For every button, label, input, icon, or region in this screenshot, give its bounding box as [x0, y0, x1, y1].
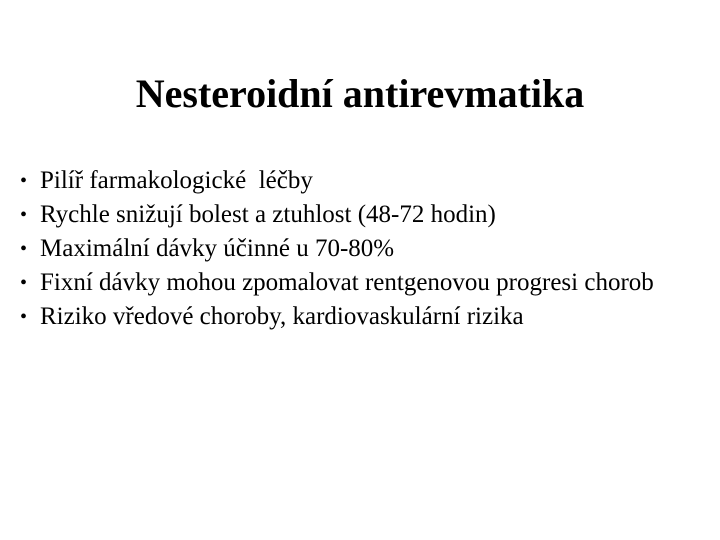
bullet-text: Fixní dávky mohou zpomalovat rentgenovou progresi chorob [40, 269, 654, 296]
bullet-dot-icon: • [20, 238, 28, 260]
bullet-item [20, 198, 700, 232]
bullet-item [20, 266, 700, 300]
bullet-dot-icon: • [20, 306, 28, 328]
bullet-text: Maximální dávky účinné u 70-80% [40, 235, 395, 262]
bullet-item [20, 164, 700, 198]
bullet-item [20, 300, 700, 334]
bullet-dot-icon: • [20, 272, 28, 294]
bullet-dot-icon: • [20, 204, 28, 226]
slide-title: Nesteroidní antirevmatika [135, 71, 585, 116]
bullet-text: Pilíř farmakologické léčby [40, 167, 313, 194]
bullet-item [20, 232, 700, 266]
bullet-text: Rychle snižují bolest a ztuhlost (48-72 hodin) [40, 201, 496, 228]
bullet-list [20, 164, 700, 334]
bullet-text: Riziko vředové choroby, kardiovaskulární rizika [40, 303, 524, 330]
bullet-dot-icon: • [20, 170, 28, 192]
